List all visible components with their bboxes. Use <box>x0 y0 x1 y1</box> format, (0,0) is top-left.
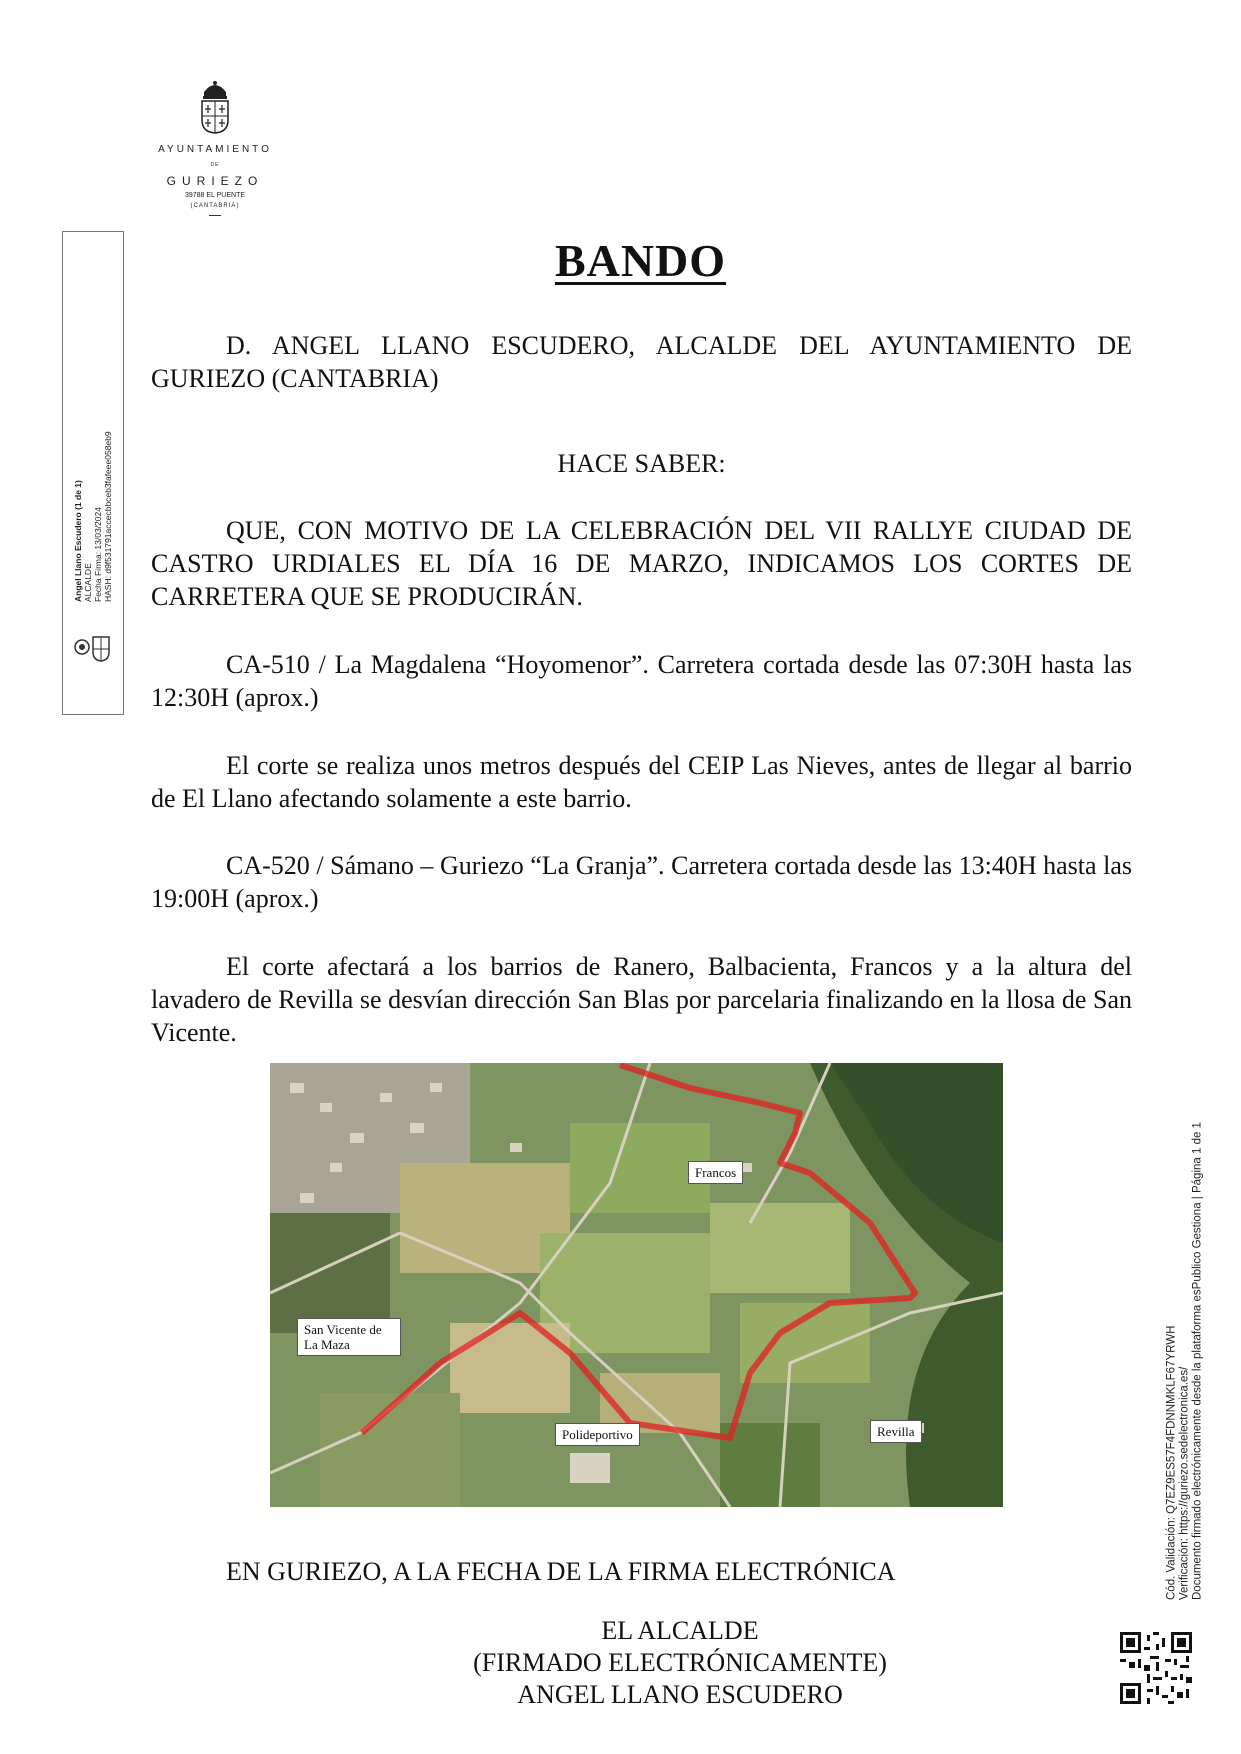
coat-of-arms-icon <box>198 80 232 134</box>
route-map <box>270 1063 1003 1507</box>
header-line-1: AYUNTAMIENTO <box>158 144 272 155</box>
signature-line-1: Angel Llano Escudero (1 de 1) <box>73 480 83 602</box>
signer-block <box>430 1615 930 1711</box>
signature-line-2: ALCALDE <box>83 563 93 602</box>
verification-line-3: Documento firmado electrónicamente desde la plataforma esPublico Gestiona | Página 1 de 1 <box>1191 1122 1204 1600</box>
header-line-4: 39788 EL PUENTE <box>184 192 246 199</box>
signature-line-4: HASH: d9f531791accecbbceb3fafeee058eb9 <box>103 431 113 602</box>
qr-code-icon <box>1120 1632 1192 1704</box>
seal-icon <box>73 632 113 662</box>
header-line-5: (CANTABRIA) <box>190 203 240 209</box>
paragraph-5: El corte afectará a los barrios de Ranero, Balbacienta, Francos y a la altura del lavadero de Revilla se desvían dirección San Blas por parcelaria finalizando en la llosa de San Vicente. <box>151 952 1132 1047</box>
paragraph-2: CA-510 / La Magdalena “Hoyomenor”. Carretera cortada desde las 07:30H hasta las 12:30H (aprox.) <box>151 650 1132 712</box>
header-line-3: GURIEZO <box>166 174 264 188</box>
signature-line-3: Fecha Firma: 13/03/2024 <box>93 507 103 602</box>
verification-line-1: Cód. Validación: Q7EZ9ES57F4FDNNMKLF67YRWH <box>1165 1325 1178 1600</box>
verification-line-2: Verificación: https://guriezo.sedelectronica.es/ <box>1178 1366 1191 1600</box>
map-label-revilla: Revilla <box>870 1420 922 1443</box>
header-divider <box>209 215 221 216</box>
municipal-header <box>150 80 280 216</box>
signer-name: ANGEL LLANO ESCUDERO <box>517 1680 843 1709</box>
closing-line: EN GURIEZO, A LA FECHA DE LA FIRMA ELECTRÓNICA <box>226 1557 896 1586</box>
header-line-2: DE <box>210 162 220 168</box>
map-label-polideportivo: Polideportivo <box>555 1423 640 1446</box>
signer-note: (FIRMADO ELECTRÓNICAMENTE) <box>473 1648 887 1677</box>
hace-saber-heading: HACE SABER: <box>557 449 726 478</box>
intro-paragraph: D. ANGEL LLANO ESCUDERO, ALCALDE DEL AYUNTAMIENTO DE GURIEZO (CANTABRIA) <box>151 331 1132 393</box>
document-title: BANDO <box>554 235 727 286</box>
verification-text <box>1166 1060 1205 1600</box>
signer-title: EL ALCALDE <box>601 1616 759 1645</box>
paragraph-3: El corte se realiza unos metros después del CEIP Las Nieves, antes de llegar al barrio de El Llano afectando solamente a este barrio. <box>151 751 1132 813</box>
signature-text <box>73 202 113 602</box>
paragraph-1: QUE, CON MOTIVO DE LA CELEBRACIÓN DEL VII RALLYE CIUDAD DE CASTRO URDIALES EL DÍA 16 DE MARZO, INDICAMOS LOS CORTES DE CARRETERA QUE SE PRODUCIRÁN. <box>151 516 1132 611</box>
map-label-san-vicente: San Vicente de La Maza <box>297 1318 401 1356</box>
paragraph-4: CA-520 / Sámano – Guriezo “La Granja”. Carretera cortada desde las 13:40H hasta las 19:00H (aprox.) <box>151 851 1132 913</box>
map-label-francos: Francos <box>688 1161 743 1184</box>
signature-sidebar <box>62 231 124 715</box>
